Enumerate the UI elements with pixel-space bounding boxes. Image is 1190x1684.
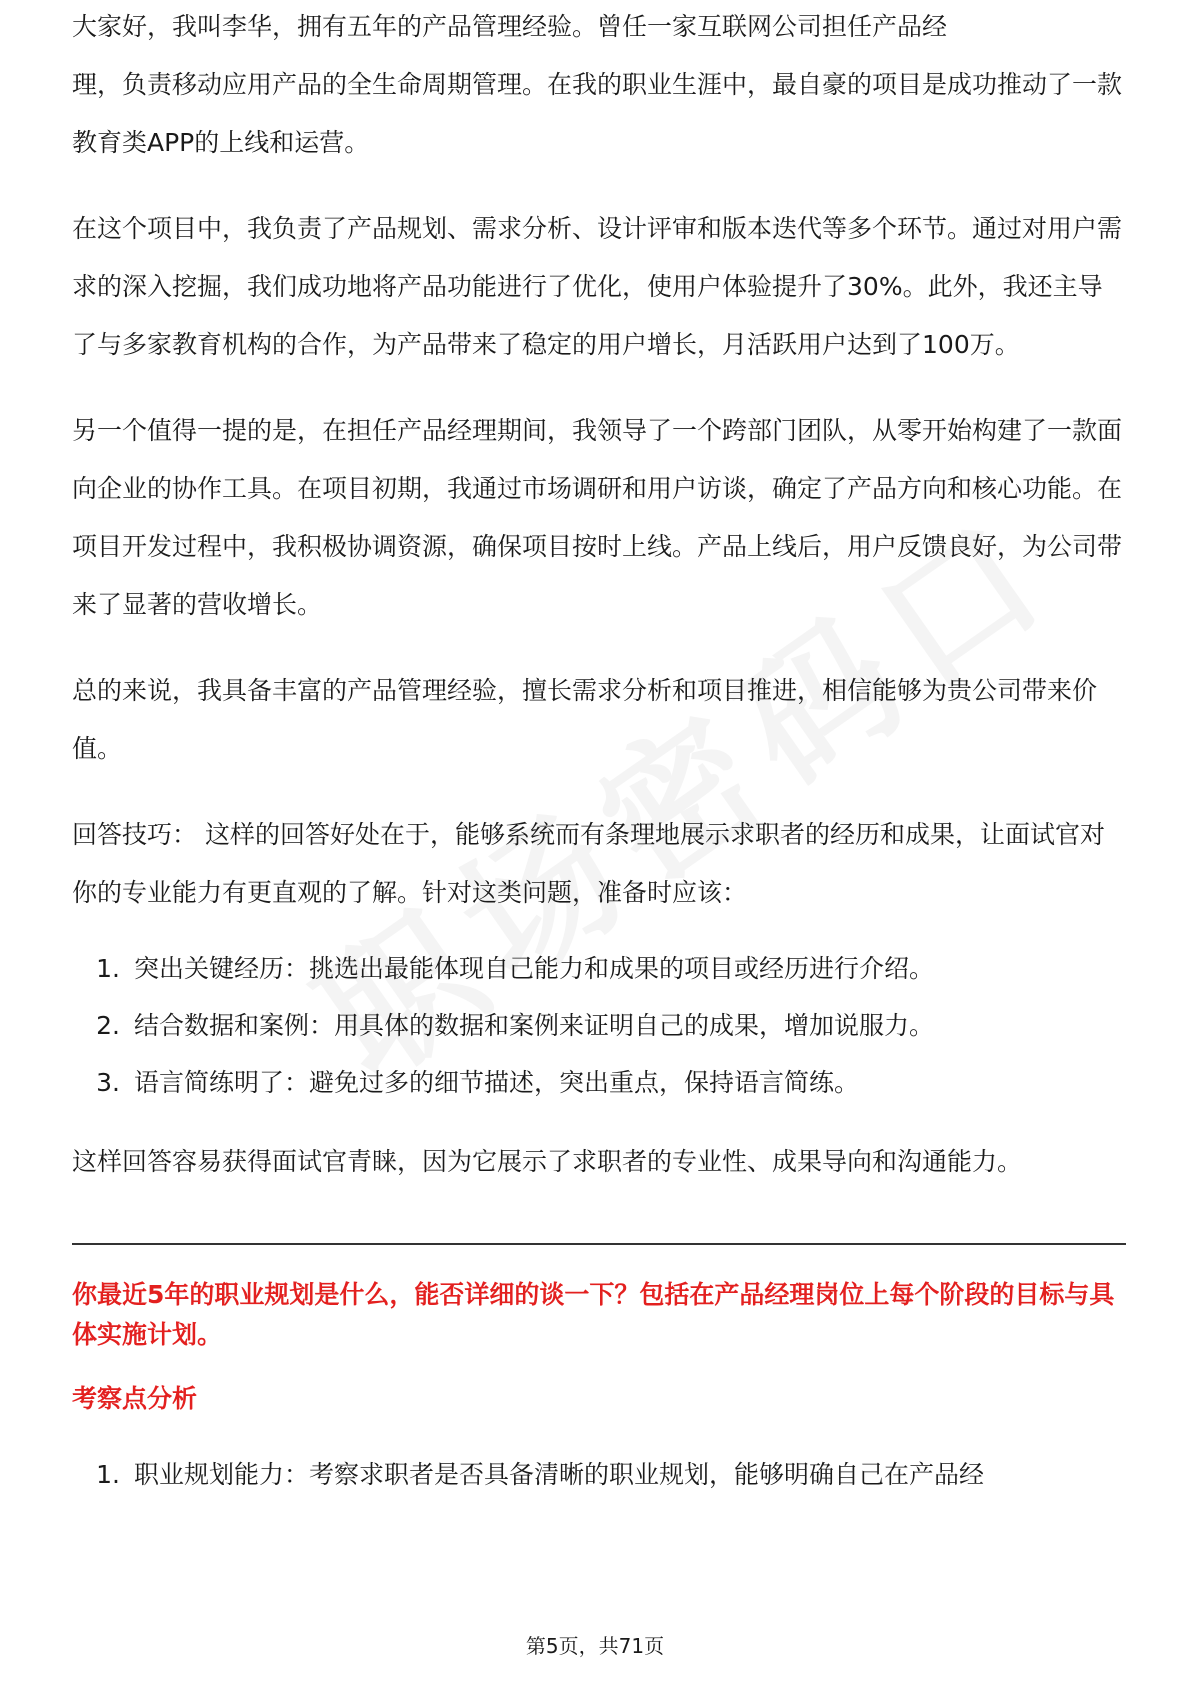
list-number: 3.	[96, 1068, 120, 1097]
list-item	[72, 1449, 1126, 1501]
answer-paragraph-4: 总的来说，我具备丰富的产品管理经验，擅长需求分析和项目推进，相信能够为贵公司带来价值。	[72, 676, 1098, 763]
list-item	[72, 1054, 1126, 1111]
analysis-heading: 考察点分析	[72, 1384, 198, 1413]
section-divider	[72, 1243, 1126, 1245]
page-number: 第5页，共71页	[525, 1634, 665, 1658]
tips-list	[72, 940, 1126, 1111]
answer-paragraph-1: 理，负责移动应用产品的全生命周期管理。在我的职业生涯中，最自豪的项目是成功推动了一款教育类APP的上线和运营。	[72, 70, 1123, 157]
list-text: 语言简练明了：避免过多的细节描述，突出重点，保持语言简练。	[134, 1068, 860, 1097]
list-item	[72, 997, 1126, 1054]
list-text: 职业规划能力：考察求职者是否具备清晰的职业规划，能够明确自己在产品经	[134, 1460, 985, 1489]
list-item	[72, 940, 1126, 997]
summary-paragraph: 这样回答容易获得面试官青睐，因为它展示了求职者的专业性、成果导向和沟通能力。	[72, 1147, 1023, 1176]
page-content	[72, 12, 1126, 1501]
list-number: 2.	[96, 1011, 120, 1040]
cut-off-line	[72, 12, 1126, 56]
answer-paragraph-2: 在这个项目中，我负责了产品规划、需求分析、设计评审和版本迭代等多个环节。通过对用户需求的深入挖掘，我们成功地将产品功能进行了优化，使用户体验提升了30%。此外，我还主导了与多家教育机构的合作，为产品带来了稳定的用户增长，月活跃用户达到了100万。	[72, 214, 1123, 359]
list-number: 1.	[96, 1460, 120, 1489]
cut-off-text: 大家好，我叫李华，拥有五年的产品管理经验。曾任一家互联网公司担任产品经	[72, 12, 948, 41]
answer-tips: 回答技巧： 这样的回答好处在于，能够系统而有条理地展示求职者的经历和成果，让面试官对你的专业能力有更直观的了解。针对这类问题，准备时应该：	[72, 820, 1105, 907]
list-text: 结合数据和案例：用具体的数据和案例来证明自己的成果，增加说服力。	[134, 1011, 935, 1040]
list-number: 1.	[96, 954, 120, 983]
interview-question: 你最近5年的职业规划是什么，能否详细的谈一下？包括在产品经理岗位上每个阶段的目标与具体实施计划。	[72, 1280, 1115, 1349]
list-text: 突出关键经历：挑选出最能体现自己能力和成果的项目或经历进行介绍。	[134, 954, 935, 983]
analysis-list	[72, 1449, 1126, 1501]
answer-paragraph-3: 另一个值得一提的是，在担任产品经理期间，我领导了一个跨部门团队，从零开始构建了一款面向企业的协作工具。在项目初期，我通过市场调研和用户访谈，确定了产品方向和核心功能。在项目开发过程中，我积极协调资源，确保项目按时上线。产品上线后，用户反馈良好，为公司带来了显著的营收增长。	[72, 416, 1123, 619]
